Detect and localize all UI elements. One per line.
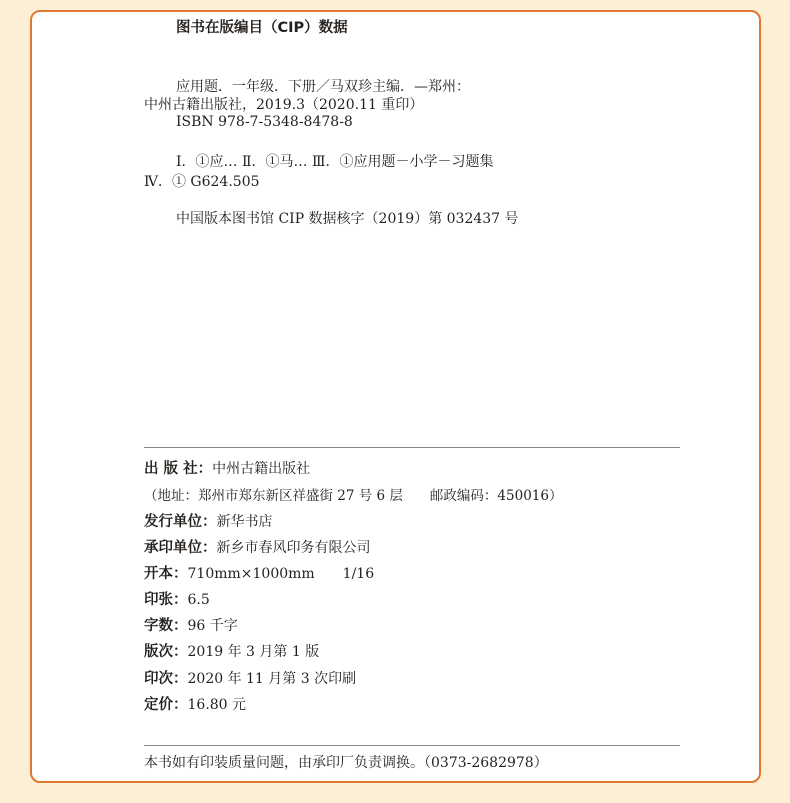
sheets-value: 6.5: [187, 592, 210, 608]
divider-top: [144, 447, 680, 448]
words-row: [144, 614, 238, 635]
printer-value: 新乡市春风印务有限公司: [216, 540, 371, 556]
page-frame: [30, 10, 761, 783]
distributor-value: 新华书店: [216, 514, 273, 530]
publisher-address: （地址：郑州市郑东新区祥盛街 27 号 6 层 邮政编码：450016）: [144, 488, 563, 504]
printing-label: 印次：: [144, 671, 188, 687]
printer-row: [144, 536, 371, 557]
cip-isbn: ISBN 978-7-5348-8478-8: [176, 114, 353, 130]
edition-row: [144, 640, 319, 661]
distributor-row: [144, 510, 273, 531]
cip-line-1: 应用题．一年级．下册／马双珍主编．—郑州：: [176, 79, 470, 95]
printer-label: 承印单位：: [144, 540, 217, 556]
sheets-label: 印张：: [144, 592, 188, 608]
cip-verification: 中国版本图书馆 CIP 数据核字（2019）第 032437 号: [176, 211, 519, 227]
publisher-row: [144, 457, 310, 478]
format-row: [144, 562, 374, 583]
edition-value: 2019 年 3 月第 1 版: [187, 644, 320, 660]
format-value: 710mm×1000mm 1/16: [187, 566, 375, 582]
price-row: [144, 693, 246, 714]
publisher-label: 出 版 社：: [144, 461, 213, 477]
printing-value: 2020 年 11 月第 3 次印刷: [187, 671, 357, 687]
cip-classification-1: Ⅰ．①应… Ⅱ．①马… Ⅲ．①应用题－小学－习题集: [176, 154, 494, 170]
format-label: 开本：: [144, 566, 188, 582]
words-label: 字数：: [144, 618, 188, 634]
cip-heading: 图书在版编目（CIP）数据: [176, 20, 348, 36]
price-label: 定价：: [144, 697, 188, 713]
publisher-value: 中州古籍出版社: [212, 461, 311, 477]
cip-line-2: 中州古籍出版社，2019.3（2020.11 重印）: [144, 97, 424, 113]
printing-row: [144, 667, 356, 688]
divider-bottom: [144, 745, 680, 746]
price-value: 16.80 元: [187, 697, 247, 713]
sheets-row: [144, 588, 210, 609]
cip-classification-2: Ⅳ．① G624.505: [144, 174, 260, 190]
words-value: 96 千字: [187, 618, 238, 634]
footer-note: 本书如有印装质量问题，由承印厂负责调换。（0373-2682978）: [144, 755, 548, 771]
edition-label: 版次：: [144, 644, 188, 660]
distributor-label: 发行单位：: [144, 514, 217, 530]
